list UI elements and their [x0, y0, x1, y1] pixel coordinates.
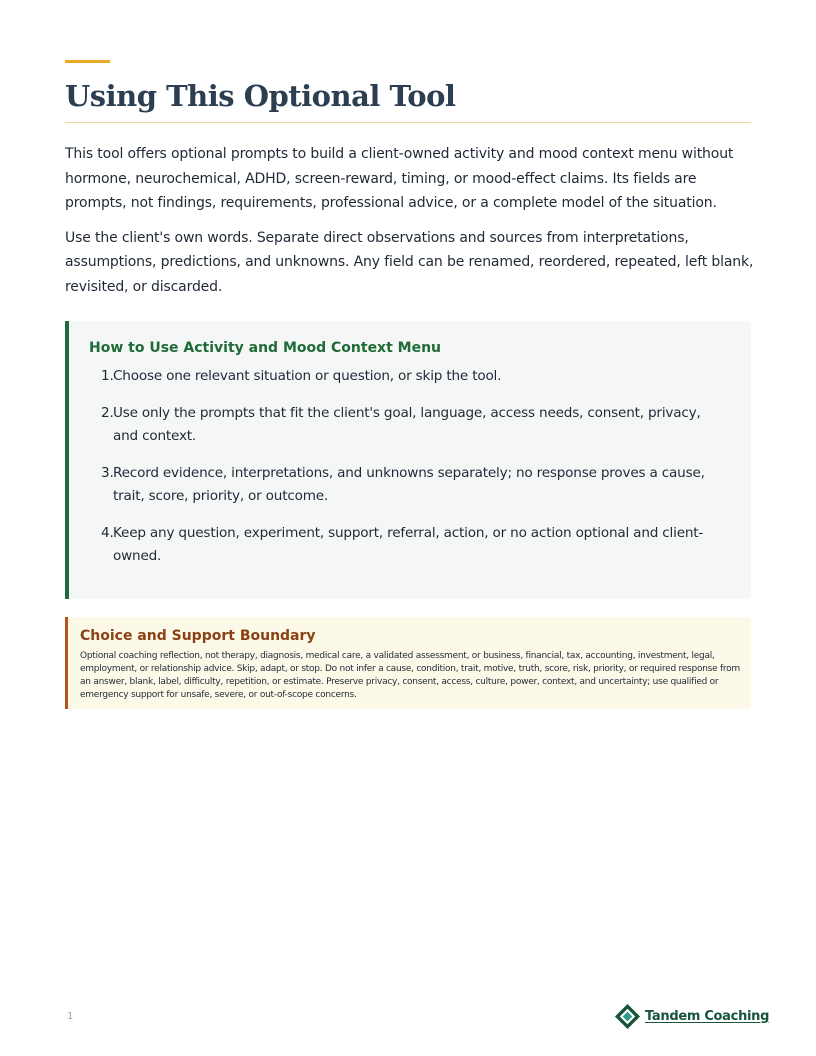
intro-section [65, 142, 755, 309]
double-diamond-icon [614, 1003, 641, 1030]
brand-name: Tandem Coaching [645, 1008, 770, 1024]
list-item [91, 365, 727, 389]
boundary-text: Optional coaching reflection, not therapy, diagnosis, medical care, a validated assessment, or business, financial, tax, accounting, investment, legal, employment, or relationship advice. Skip, adapt, or stop. Do not infer a cause, condition, trait, motive, truth, score, risk, priority, or required response from an answer, blank, label, difficulty, repetition, or estimate. Preserve privacy, consent, access, culture, power, context, and uncertainty; use qualified or emergency support for unsafe, severe, or out-of-scope concerns. [80, 651, 740, 700]
page-title: Using This Optional Tool [65, 79, 456, 113]
step-text: Choose one relevant situation or question, or skip the tool. [113, 368, 502, 384]
list-item [91, 402, 727, 449]
step-text: Use only the prompts that fit the client's goal, language, access needs, consent, privacy, and context. [113, 404, 701, 444]
title-accent-rule [65, 60, 110, 63]
list-item [91, 462, 727, 509]
step-number: 4. [101, 524, 114, 541]
support-boundary-box [65, 617, 751, 709]
brand-footer [614, 1003, 769, 1029]
step-number: 2. [101, 404, 114, 421]
intro-paragraph-1: This tool offers optional prompts to build a client-owned activity and mood context menu without hormone, neurochemical, ADHD, screen-reward, timing, or mood-effect claims. Its fields are prompts, not findings, requirements, professional advice, or a complete model of the situation. [65, 146, 734, 211]
step-number: 3. [101, 464, 114, 481]
list-item [91, 522, 727, 569]
step-text: Record evidence, interpretations, and unknowns separately; no response proves a cause, trait, score, priority, or outcome. [113, 464, 705, 504]
step-number: 1. [101, 368, 114, 384]
boundary-title: Choice and Support Boundary [80, 628, 316, 644]
step-text: Keep any question, experiment, support, referral, action, or no action optional and client-owned. [113, 524, 704, 564]
page-number: 1 [67, 1011, 74, 1022]
how-to-use-box [65, 321, 751, 599]
title-divider [65, 122, 751, 123]
intro-paragraph-2: Use the client's own words. Separate direct observations and sources from interpretations, assumptions, predictions, and unknowns. Any field can be renamed, reordered, repeated, left blank, revisited, or discarded. [65, 229, 754, 295]
how-to-steps-list [91, 365, 727, 582]
how-to-use-title: How to Use Activity and Mood Context Menu [89, 340, 442, 356]
